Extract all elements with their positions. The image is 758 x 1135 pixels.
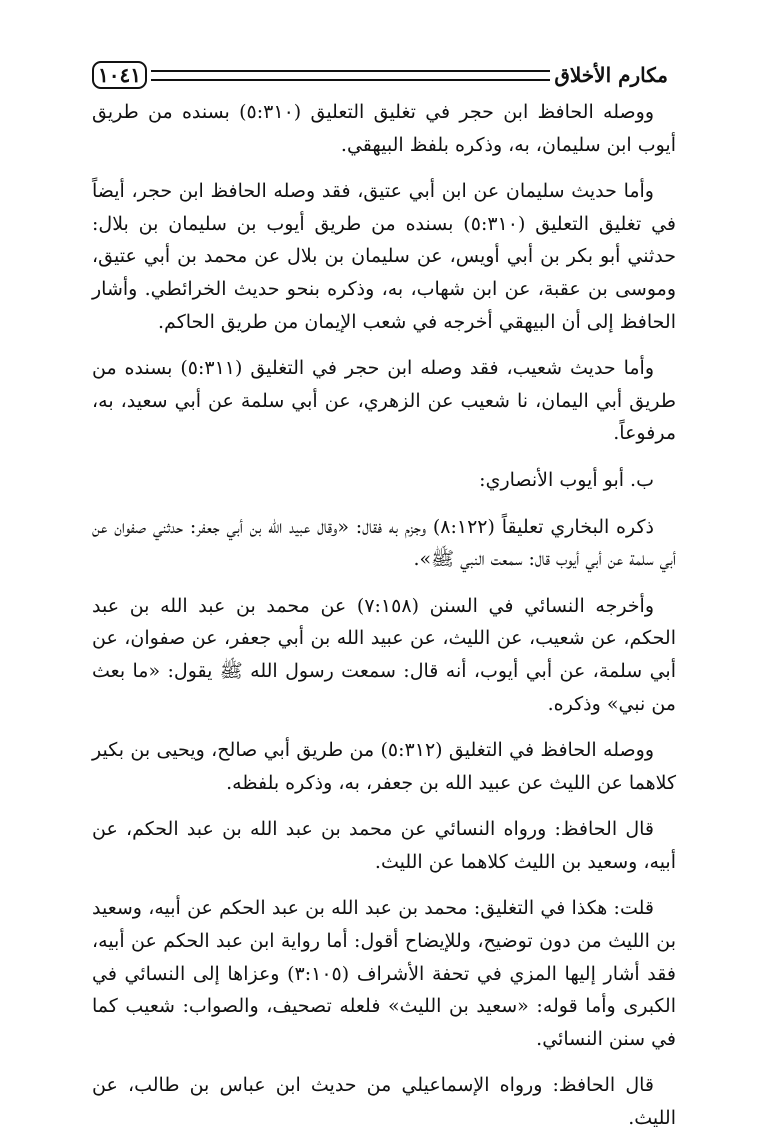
page-number: ١٠٤١	[92, 61, 147, 89]
paragraph: قال الحافظ: ورواه النسائي عن محمد بن عبد الله بن عبد الحكم، عن أبيه، وسعيد بن الليث كلاهما عن الليث.	[92, 818, 676, 873]
paragraph: ووصله الحافظ في التغليق (٥:٣١٢) من طريق أبي صالح، ويحيى بن بكير كلاهما عن الليث عن عبيد الله بن جعفر، به، وذكره بلفظه.	[92, 739, 676, 794]
page-header	[92, 58, 668, 92]
section-heading: ب. أبو أيوب الأنصاري:	[479, 468, 654, 491]
paragraph: ووصله الحافظ ابن حجر في تغليق التعليق (٥:٣١٠) بسنده من طريق أيوب ابن سليمان، به، وذكره بلفظ البيهقي.	[92, 101, 676, 156]
paragraph: وأما حديث شعيب، فقد وصله ابن حجر في التغليق (٥:٣١١) بسنده من طريق أبي اليمان، نا شعيب عن الزهري، عن أبي سلمة عن أبي سعيد، به، مرفوعاً.	[92, 357, 676, 445]
book-title: مكارم الأخلاق	[554, 63, 668, 87]
paragraph: ذكره البخاري تعليقاً (٨:١٢٢) وجزم به فقال: «وقال عبيد الله بن أبي جعفر: حدثني صفوان عن أبي سلمة عن أبي أيوب قال: سمعت النبي ﷺ».	[92, 515, 676, 571]
paragraph: وأما حديث سليمان عن ابن أبي عتيق، فقد وصله الحافظ ابن حجر، أيضاً في تغليق التعليق (٥:٣١٠) بسنده من طريق أيوب بن سليمان بن بلال: حدثني أبو بكر بن أبي أويس، عن سليمان بن بلال عن محمد بن أبي عتيق، وموسى بن عقبة، عن ابن شهاب، به، وذكره بنحو حديث الخرائطي. وأشار الحافظ إلى أن البيهقي أخرجه في شعب الإيمان من طريق الحاكم.	[92, 180, 676, 333]
paragraph: وأخرجه النسائي في السنن (٧:١٥٨) عن محمد بن عبد الله بن عبد الحكم، عن شعيب، عن الليث، عن عبيد الله بن أبي جعفر، عن صفوان، عن أبي سلمة، عن أبي أيوب، أنه قال: سمعت رسول الله ﷺ يقول: «ما بعث من نبي» وذكره.	[92, 594, 676, 715]
paragraph: قلت: هكذا في التغليق: محمد بن عبد الله بن عبد الحكم عن أبيه، وسعيد بن الليث من دون توضيح، وللإيضاح أقول: أما رواية ابن عبد الحكم عن أبيه، فقد أشار إليها المزي في تحفة الأشراف (٣:١٠٥) وعزاها إلى النسائي في الكبرى وأما قوله: «سعيد بن الليث» فلعله تصحيف، والصواب: شعيب كما في سنن النسائي.	[92, 897, 676, 1050]
body-text	[92, 96, 676, 1135]
header-rule	[151, 70, 550, 81]
paragraph: قال الحافظ: ورواه الإسماعيلي من حديث ابن عباس بن طالب، عن الليث.	[92, 1074, 676, 1130]
